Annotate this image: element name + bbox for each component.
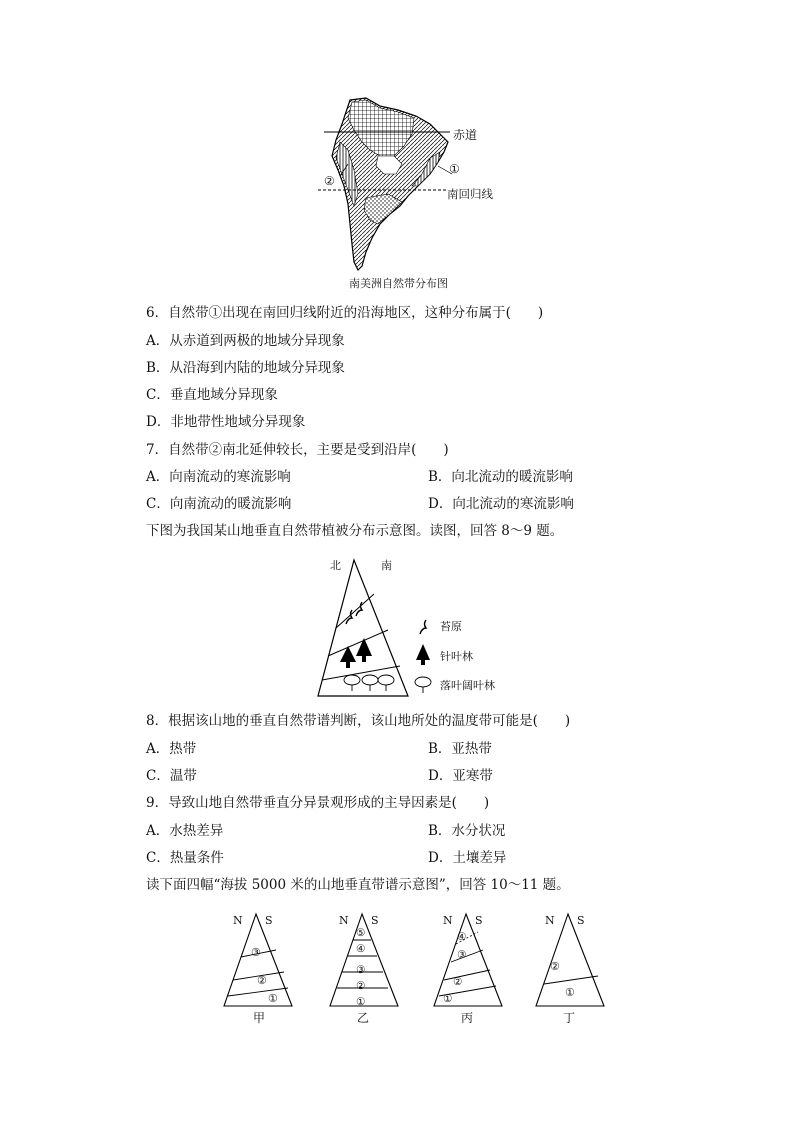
south-america-map xyxy=(318,94,508,272)
jia-mark-2: ② xyxy=(257,974,267,987)
ding-s: S xyxy=(577,914,585,927)
yi-mark-1: ① xyxy=(356,996,366,1008)
q8-stem: 8．根据该山地的垂直自然带谱判断，该山地所处的温度带可能是( ) xyxy=(146,713,571,729)
q7-stem: 7．自然带②南北延伸较长，主要是受到沿岸( ) xyxy=(146,442,449,458)
q8-option-d[interactable]: D．亚寒带 xyxy=(428,768,493,784)
bing-mark-4: ④ xyxy=(457,931,467,943)
intro-10-11: 读下面四幅“海拔 5000 米的山地垂直带谱示意图”，回答 10～11 题。 xyxy=(146,877,570,893)
ding-n: N xyxy=(545,914,555,927)
q9-option-d[interactable]: D．土壤差异 xyxy=(428,850,507,866)
zone-2-label: ② xyxy=(324,174,335,188)
name-ding: 丁 xyxy=(563,1011,576,1025)
q7-option-d[interactable]: D．向北流动的寒流影响 xyxy=(428,496,574,512)
figure1-caption: 南美洲自然带分布图 xyxy=(349,277,448,290)
q8-option-a[interactable]: A．热带 xyxy=(146,741,197,757)
q9-option-b[interactable]: B．水分状况 xyxy=(428,823,506,839)
name-jia: 甲 xyxy=(253,1011,266,1025)
intro-8-9: 下图为我国某山地垂直自然带植被分布示意图。读图，回答 8～9 题。 xyxy=(146,523,564,539)
q6-option-c[interactable]: C．垂直地域分异现象 xyxy=(146,387,278,403)
q6-stem: 6．自然带①出现在南回归线附近的沿海地区，这种分布属于( ) xyxy=(146,305,544,321)
bing-mark-2: ② xyxy=(453,976,463,988)
south-label: 南 xyxy=(381,559,392,572)
q9-option-a[interactable]: A．水热差异 xyxy=(146,823,224,839)
tropic-label: 南回归线 xyxy=(447,187,493,201)
legend-deciduous-icon xyxy=(415,677,431,693)
q9-option-c[interactable]: C．热量条件 xyxy=(146,850,224,866)
bing-mark-3: ③ xyxy=(457,949,467,961)
yi-s: S xyxy=(371,914,379,927)
jia-mark-3: ③ xyxy=(251,946,261,959)
north-label: 北 xyxy=(330,559,341,572)
q6-option-b[interactable]: B．从沿海到内陆的地域分异现象 xyxy=(146,360,345,376)
yi-mark-5: ⑤ xyxy=(356,927,366,939)
legend-tundra: 苔原 xyxy=(440,620,462,633)
jia-n: N xyxy=(233,914,243,927)
q8-option-c[interactable]: C．温带 xyxy=(146,768,197,784)
name-bing: 丙 xyxy=(461,1011,474,1025)
legend-conifer: 针叶林 xyxy=(440,650,473,663)
jia-mark-1: ① xyxy=(268,992,278,1005)
q7-option-b[interactable]: B．向北流动的暖流影响 xyxy=(428,469,573,485)
name-yi: 乙 xyxy=(357,1011,370,1025)
bing-s: S xyxy=(475,914,483,927)
yi-mark-2: ② xyxy=(356,980,366,992)
yi-n: N xyxy=(339,914,349,927)
bing-n: N xyxy=(443,914,453,927)
q7-option-c[interactable]: C．向南流动的暖流影响 xyxy=(146,496,292,512)
q8-option-b[interactable]: B．亚热带 xyxy=(428,741,492,757)
mountain-triangle xyxy=(318,560,408,696)
yi-mark-4: ④ xyxy=(356,943,366,955)
q6-option-d[interactable]: D．非地带性地域分异现象 xyxy=(146,414,306,430)
q7-option-a[interactable]: A．向南流动的寒流影响 xyxy=(146,469,291,485)
zone-1-label: ① xyxy=(449,162,460,176)
equator-label: 赤道 xyxy=(453,128,478,142)
legend-deciduous: 落叶阔叶林 xyxy=(440,679,495,692)
spectrum-bing xyxy=(430,910,506,1010)
bing-mark-1: ① xyxy=(443,993,453,1005)
jia-s: S xyxy=(265,914,273,927)
legend-tundra-icon xyxy=(420,620,426,634)
q6-option-a[interactable]: A．从赤道到两极的地域分异现象 xyxy=(146,333,345,349)
ding-mark-1: ① xyxy=(565,986,575,999)
ding-mark-2: ② xyxy=(550,960,560,973)
yi-mark-3: ③ xyxy=(356,964,366,976)
q9-stem: 9．导致山地自然带垂直分异景观形成的主导因素是( ) xyxy=(146,795,490,811)
legend-conifer-icon xyxy=(416,644,430,665)
